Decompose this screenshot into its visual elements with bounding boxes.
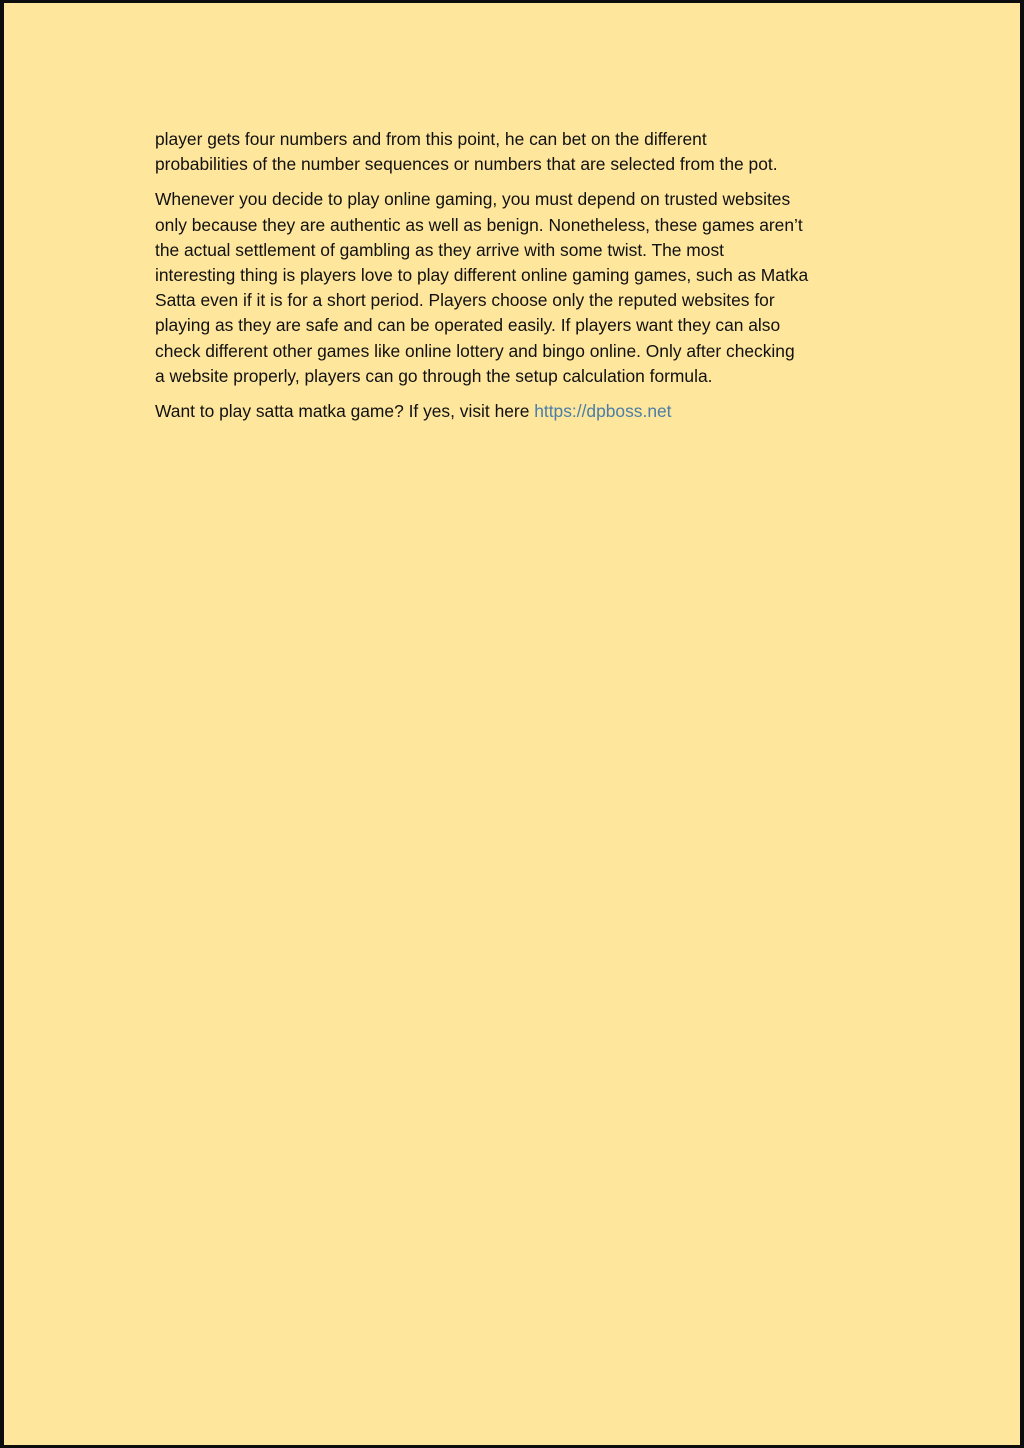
text-line: only because they are authentic as well as benign. Nonetheless, these games aren’t: [155, 214, 803, 235]
text-line: Whenever you decide to play online gaming, you must depend on trusted websites: [155, 189, 791, 210]
cta-text: Want to play satta matka game? If yes, visit here: [155, 401, 535, 422]
document-body: [155, 127, 895, 434]
text-line: Satta even if it is for a short period. Players choose only the reputed websites for: [155, 290, 775, 311]
paragraph-intro: [155, 127, 895, 177]
text-line: the actual settlement of gambling as they arrive with some twist. The most: [155, 239, 724, 260]
dpboss-link[interactable]: https://dpboss.net: [534, 401, 672, 422]
text-line: probabilities of the number sequences or numbers that are selected from the pot.: [155, 154, 778, 175]
text-line: player gets four numbers and from this point, he can bet on the different: [155, 129, 707, 149]
text-line: playing as they are safe and can be operated easily. If players want they can also: [155, 315, 781, 336]
paragraph-call-to-action: [155, 399, 895, 424]
text-line: interesting thing is players love to play different online gaming games, such as Matka: [155, 265, 809, 286]
text-line: a website properly, players can go through the setup calculation formula.: [155, 365, 713, 386]
text-line: check different other games like online lottery and bingo online. Only after checking: [155, 340, 795, 361]
paragraph-online-gaming: [155, 187, 895, 389]
